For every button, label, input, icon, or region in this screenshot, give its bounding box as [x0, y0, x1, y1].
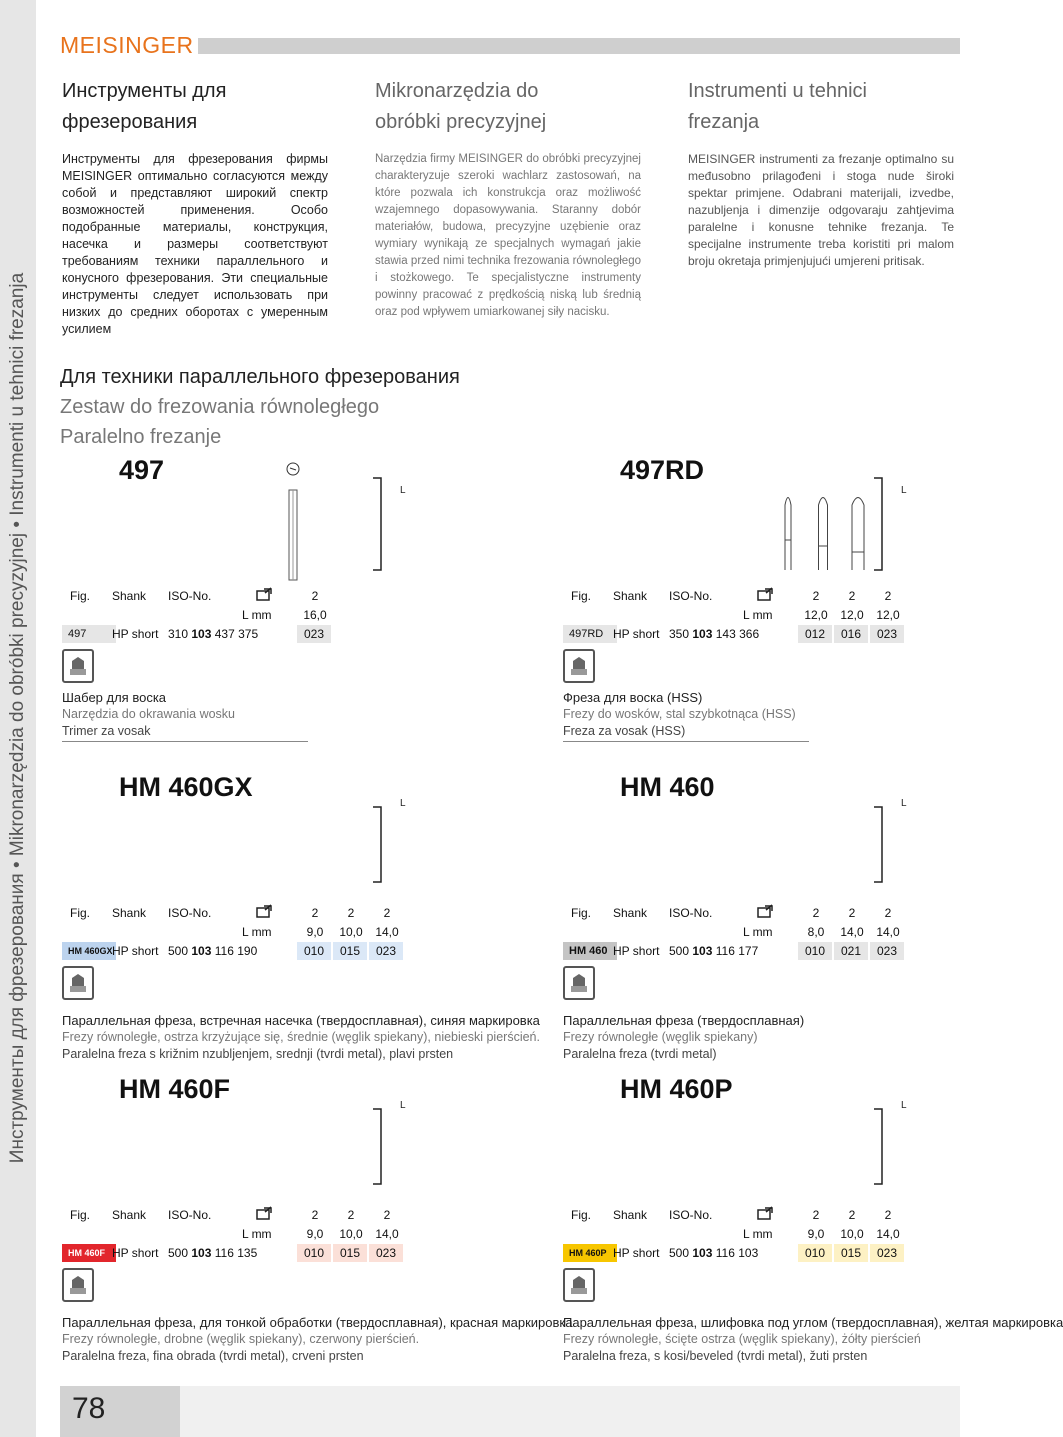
size-cell: 015	[834, 1244, 868, 1262]
iso-cell	[168, 942, 257, 960]
pack-icon	[255, 903, 273, 921]
brand-logo: MEISINGER	[60, 32, 194, 58]
table-header	[563, 1206, 943, 1224]
iso-suffix: 143 366	[715, 627, 760, 641]
product-name: 497	[119, 455, 165, 485]
description-hr: Trimer za vosak	[62, 724, 151, 738]
pack-qty: 2	[884, 589, 892, 603]
length-value: 14,0	[876, 1227, 900, 1241]
iso-prefix: 500	[669, 1246, 690, 1260]
length-marker: L	[901, 485, 907, 496]
col-shank: Shank	[112, 589, 147, 603]
length-row	[62, 606, 442, 624]
iso-cell	[669, 625, 759, 643]
footer-bar	[180, 1386, 960, 1437]
iso-suffix: 116 190	[214, 944, 258, 958]
instrument-drawing	[277, 777, 387, 897]
product-name: HM 460F	[119, 1074, 231, 1104]
fig-cell: 497	[62, 625, 116, 643]
pack-qty: 2	[848, 589, 856, 603]
length-value: 8,0	[807, 925, 825, 939]
table-row	[62, 1244, 442, 1262]
description-ru: Шабер для воска	[62, 690, 167, 705]
table-header	[563, 587, 943, 605]
length-marker: L	[901, 798, 907, 809]
table-header	[62, 904, 442, 922]
col-shank: Shank	[613, 906, 648, 920]
table-row	[563, 1244, 943, 1262]
description-ru: Фреза для воска (HSS)	[563, 690, 703, 705]
description-rule	[62, 741, 308, 742]
iso-cell	[669, 942, 758, 960]
length-value: 10,0	[840, 1227, 864, 1241]
fig-cell: HM 460P	[563, 1244, 617, 1262]
instrument-drawing	[277, 1079, 387, 1199]
size-cell: 021	[834, 942, 868, 960]
description-pl: Narzędzia do okrawania wosku	[62, 707, 236, 721]
description-ru: Параллельная фреза, для тонкой обработки (твердосплавная), красная маркировка	[62, 1315, 573, 1330]
description-pl: Frezy równoległe, drobne (węglik spiekany), czerwony pierścień.	[62, 1332, 420, 1346]
size-cell: 015	[333, 1244, 367, 1262]
length-label: L mm	[242, 925, 272, 939]
table-header	[62, 587, 442, 605]
col-fig: Fig.	[70, 1208, 91, 1222]
table-row	[62, 942, 442, 960]
description-hr: Freza za vosak (HSS)	[563, 724, 686, 738]
fig-cell: HM 460F	[62, 1244, 116, 1262]
section-title-ru: Для техники параллельного фрезерования	[60, 366, 460, 388]
iso-suffix: 116 135	[214, 1246, 258, 1260]
table-header	[62, 1206, 442, 1224]
intro-title-ru: Инструменты для фрезерования	[62, 80, 227, 133]
pack-icon	[756, 586, 774, 604]
size-cell: 015	[333, 942, 367, 960]
length-value: 9,0	[807, 1227, 825, 1241]
table-row	[62, 625, 442, 643]
pack-qty: 2	[311, 1208, 319, 1222]
intro-body-pl: Narzędzia firmy MEISINGER do obróbki precyzyjnej charakteryzuje szeroki wachlarz zastosowań, na które pozwala ich konstrukcja oraz możliwość wzajemnego dopasowywania. Staranny dobór materiałów, budowa, precyzyjne uzębienie oraz wymiary wynikają ze specjalnych wymagań jakie stawia przed nimi technika frezowania równoległego i stożkowego. Te specjalistyczne instrumenty powinny pracować z prędkością niską lub średnią oraz pod wpływem umiarkowanej siły nacisku.	[375, 153, 641, 318]
iso-suffix: 116 103	[715, 1246, 759, 1260]
col-fig: Fig.	[571, 906, 592, 920]
product-block	[62, 1074, 573, 1374]
size-cell: 016	[834, 625, 868, 643]
col-iso: ISO-No.	[168, 906, 212, 920]
fig-cell: HM 460GX	[62, 942, 116, 960]
length-marker: L	[400, 485, 406, 496]
usage-icon	[62, 966, 94, 1000]
product-block	[563, 455, 958, 755]
description-pl: Frezy do wosków, stal szybkotnąca (HSS)	[563, 707, 796, 721]
product-block	[62, 772, 540, 1072]
iso-prefix: 310	[168, 627, 189, 641]
col-fig: Fig.	[70, 906, 91, 920]
col-iso: ISO-No.	[669, 589, 713, 603]
col-iso: ISO-No.	[168, 1208, 212, 1222]
table-row	[563, 625, 943, 643]
col-fig: Fig.	[571, 589, 592, 603]
instrument-drawing	[778, 777, 888, 897]
page-number: 78	[72, 1392, 106, 1425]
description-hr: Paralelna freza, fina obrada (tvrdi metal), crveni prsten	[62, 1349, 364, 1363]
iso-bold: 103	[692, 1246, 713, 1260]
pack-icon	[255, 1205, 273, 1223]
size-cell: 023	[369, 1244, 403, 1262]
length-value: 14,0	[840, 925, 864, 939]
length-value: 10,0	[339, 925, 363, 939]
usage-icon	[62, 649, 94, 683]
size-cell: 010	[297, 942, 331, 960]
length-value: 14,0	[375, 1227, 399, 1241]
col-iso: ISO-No.	[168, 589, 212, 603]
pack-qty: 2	[812, 906, 820, 920]
length-value: 9,0	[306, 925, 324, 939]
pack-qty: 2	[812, 589, 820, 603]
usage-icon	[563, 649, 595, 683]
iso-cell	[168, 1244, 257, 1262]
length-label: L mm	[242, 608, 272, 622]
pack-icon	[756, 903, 774, 921]
col-shank: Shank	[613, 589, 648, 603]
iso-bold: 103	[692, 627, 713, 641]
pack-qty: 2	[884, 1208, 892, 1222]
intro-body-ru: Инструменты для фрезерования фирмы MEISINGER оптимально согласуются между собой и представляют широкий спектр возможностей применения. Особо подобранные материалы, конструкция, насечка и размеры соответствуют требованиям техники параллельного и конусного фрезерования. Эти специальные инструменты следует использовать при низких до средних оборотах с умеренным усилием	[62, 152, 328, 336]
instrument-drawing	[778, 460, 888, 580]
iso-prefix: 350	[669, 627, 690, 641]
product-name: HM 460	[620, 772, 715, 802]
shank-cell: HP short	[112, 1246, 159, 1260]
size-cell: 012	[798, 625, 832, 643]
col-shank: Shank	[112, 906, 147, 920]
pack-qty: 2	[848, 1208, 856, 1222]
side-spine	[0, 0, 36, 1437]
length-row	[563, 1225, 943, 1243]
shank-cell: HP short	[112, 944, 159, 958]
size-cell: 023	[870, 942, 904, 960]
section-title-hr: Paralelno frezanje	[60, 426, 222, 448]
pack-qty: 2	[311, 906, 319, 920]
product-name: HM 460P	[620, 1074, 733, 1104]
pack-qty: 2	[311, 589, 319, 603]
length-value: 12,0	[804, 608, 828, 622]
instrument-drawing	[778, 1079, 888, 1199]
pack-qty: 2	[383, 1208, 391, 1222]
size-cell: 023	[870, 625, 904, 643]
product-name: 497RD	[620, 455, 705, 485]
description-hr: Paralelna freza (tvrdi metal)	[563, 1047, 717, 1061]
col-shank: Shank	[613, 1208, 648, 1222]
size-cell: 010	[798, 1244, 832, 1262]
length-value: 16,0	[303, 608, 327, 622]
pack-qty: 2	[848, 906, 856, 920]
length-value: 14,0	[876, 925, 900, 939]
pack-qty: 2	[347, 906, 355, 920]
col-iso: ISO-No.	[669, 906, 713, 920]
header-bar	[198, 38, 960, 54]
size-cell: 010	[297, 1244, 331, 1262]
iso-bold: 103	[191, 944, 212, 958]
length-value: 14,0	[375, 925, 399, 939]
length-value: 12,0	[840, 608, 864, 622]
length-label: L mm	[743, 1227, 773, 1241]
iso-bold: 103	[692, 944, 713, 958]
pack-qty: 2	[383, 906, 391, 920]
size-cell: 023	[369, 942, 403, 960]
pack-icon	[756, 1205, 774, 1223]
iso-prefix: 500	[168, 944, 189, 958]
length-label: L mm	[242, 1227, 272, 1241]
col-shank: Shank	[112, 1208, 147, 1222]
description-pl: Frezy równoległe (węglik spiekany)	[563, 1030, 758, 1044]
description-ru: Параллельная фреза, встречная насечка (твердосплавная), синяя маркировка	[62, 1013, 540, 1028]
iso-bold: 103	[191, 1246, 212, 1260]
length-marker: L	[400, 1100, 406, 1111]
length-label: L mm	[743, 925, 773, 939]
iso-suffix: 437 375	[214, 627, 259, 641]
iso-bold: 103	[191, 627, 212, 641]
product-block	[563, 772, 958, 1072]
iso-cell	[669, 1244, 758, 1262]
pack-qty: 2	[812, 1208, 820, 1222]
length-row	[563, 923, 943, 941]
length-row	[62, 1225, 442, 1243]
shank-cell: HP short	[613, 1246, 660, 1260]
description-ru: Параллельная фреза (твердосплавная)	[563, 1013, 805, 1028]
usage-icon	[563, 966, 595, 1000]
pack-qty: 2	[347, 1208, 355, 1222]
table-row	[563, 942, 943, 960]
intro-title-pl: Mikronarzędzia do obróbki precyzyjnej	[375, 80, 547, 133]
instrument-drawing	[277, 460, 387, 580]
length-marker: L	[400, 798, 406, 809]
length-marker: L	[901, 1100, 907, 1111]
fig-cell: HM 460	[563, 942, 617, 960]
length-value: 12,0	[876, 608, 900, 622]
product-block	[563, 1074, 1063, 1374]
description-hr: Paralelna freza s križnim nzubljenjem, srednji (tvrdi metal), plavi prsten	[62, 1047, 454, 1061]
product-block	[62, 455, 457, 755]
spine-text: Инструменты для фрезерования • Mikronarzędzia do obróbki precyzyjnej • Instrumenti u tehnici frezanja	[7, 272, 28, 1164]
description-ru: Параллельная фреза, шлифовка под углом (твердосплавная), желтая маркировка	[563, 1315, 1063, 1330]
iso-prefix: 500	[168, 1246, 189, 1260]
length-value: 10,0	[339, 1227, 363, 1241]
col-iso: ISO-No.	[669, 1208, 713, 1222]
col-fig: Fig.	[571, 1208, 592, 1222]
description-pl: Frezy równoległe, ostrza krzyżujące się, średnie (węglik spiekany), niebieski pierścień.	[62, 1030, 540, 1044]
size-cell: 023	[870, 1244, 904, 1262]
length-row	[62, 923, 442, 941]
shank-cell: HP short	[613, 627, 660, 641]
intro-title-hr: Instrumenti u tehnici frezanja	[688, 80, 867, 133]
pack-icon	[255, 586, 273, 604]
fig-cell: 497RD	[563, 625, 617, 643]
description-rule	[563, 741, 809, 742]
description-hr: Paralelna freza, s kosi/beveled (tvrdi metal), žuti prsten	[563, 1349, 868, 1363]
iso-suffix: 116 177	[715, 944, 759, 958]
intro-body-hr: MEISINGER instrumenti za frezanje optimalno su međusobno prilagođeni i stoga nude široki spektar primjene. Odabrani materijali, izvedbe, nazubljenja i dimenzije odgovaraju zahtjevima paralelne i konusne tehnike frezanja. Te specijalne instrumente treba koristiti pri malom broju okretaja primjenjujući umjereni pritisak.	[688, 152, 954, 268]
iso-cell	[168, 625, 258, 643]
description-pl: Frezy równoległe, ścięte ostrza (węglik spiekany), żółty pierścień	[563, 1332, 921, 1346]
table-header	[563, 904, 943, 922]
product-name: HM 460GX	[119, 772, 253, 802]
shank-cell: HP short	[112, 627, 159, 641]
length-label: L mm	[743, 608, 773, 622]
size-cell: 010	[798, 942, 832, 960]
iso-prefix: 500	[669, 944, 690, 958]
size-cell: 023	[297, 625, 331, 643]
col-fig: Fig.	[70, 589, 91, 603]
usage-icon	[62, 1268, 94, 1302]
pack-qty: 2	[884, 906, 892, 920]
length-value: 9,0	[306, 1227, 324, 1241]
length-row	[563, 606, 943, 624]
usage-icon	[563, 1268, 595, 1302]
shank-cell: HP short	[613, 944, 660, 958]
section-title-pl: Zestaw do frezowania równoległego	[60, 396, 380, 418]
